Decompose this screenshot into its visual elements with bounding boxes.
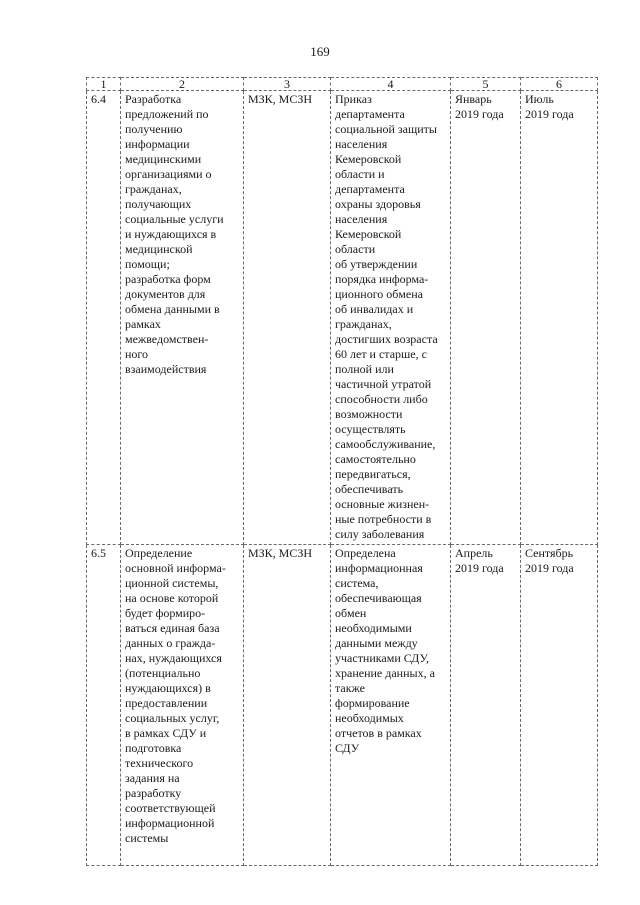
column-header: 2 [121, 78, 244, 91]
column-header: 3 [244, 78, 331, 91]
table-row [87, 91, 598, 545]
action-cell: Определение основной информа- ционной системы, на основе которой будет формиро- ваться единая база данных о гражда- нах, нуждающихся (потенциально нуждающихся) в предоставлении социальных услуг, в рамках СДУ и подготовка технического задания на разработку соответствующей информационной системы [121, 545, 244, 866]
page-number: 169 [310, 44, 330, 59]
start-date-cell: Январь 2019 года [451, 91, 521, 545]
item-number: 6.4 [87, 91, 121, 545]
column-header: 6 [521, 78, 598, 91]
action-plan-table [86, 77, 598, 866]
executor-cell: МЗК, МСЗН [244, 91, 331, 545]
table-row [87, 545, 598, 866]
result-cell: Приказ департамента социальной защиты населения Кемеровской области и департамента охраны здоровья населения Кемеровской области об утверждении порядка информа- ционного обмена об инвалидах и гражданах, достигших возраста 60 лет и старше, с полной или частичной утратой способности либо возможности осуществлять самообслуживание, самостоятельно передвигаться, обеспечивать основные жизнен- ные потребности в силу заболевания [331, 91, 451, 545]
result-cell: Определена информационная система, обеспечивающая обмен необходимыми данными между участниками СДУ, хранение данных, а также формирование необходимых отчетов в рамках СДУ [331, 545, 451, 866]
start-date-cell: Апрель 2019 года [451, 545, 521, 866]
item-number: 6.5 [87, 545, 121, 866]
column-header: 4 [331, 78, 451, 91]
column-header: 1 [87, 78, 121, 91]
column-header: 5 [451, 78, 521, 91]
executor-cell: МЗК, МСЗН [244, 545, 331, 866]
action-cell: Разработка предложений по получению информации медицинскими организациями о гражданах, получающих социальные услуги и нуждающихся в медицинской помощи; разработка форм документов для обмена данными в рамках межведомствен- ного взаимодействия [121, 91, 244, 545]
table-header-row [87, 78, 598, 91]
end-date-cell: Июль 2019 года [521, 91, 598, 545]
end-date-cell: Сентябрь 2019 года [521, 545, 598, 866]
